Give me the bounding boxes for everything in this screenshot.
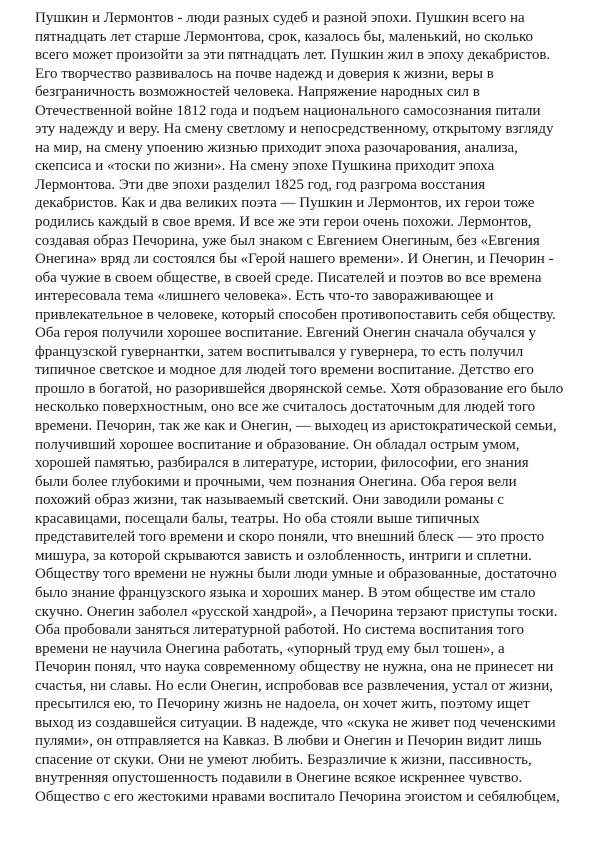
- text-line: красавицами, посещали балы, театры. Но оба стояли выше типичных: [35, 510, 480, 527]
- text-line: родились каждый в свое время. И все же эти герои очень похожи. Лермонтов,: [35, 214, 532, 231]
- text-line: Оба героя получили хорошее воспитание. Евгений Онегин сначала обучался у: [35, 325, 537, 342]
- text-line: Обществу того времени не нужны были люди умные и образованные, достаточно: [35, 566, 557, 583]
- text-line: Оба пробовали заняться литературной работой. Но система воспитания того: [35, 622, 525, 639]
- text-line: Отечественной войне 1812 года и подъем национального самосознания питали: [35, 102, 541, 119]
- text-line: хорошей памятью, разбирался в литературе, истории, философии, его знания: [35, 455, 529, 472]
- text-line: времени. Печорин, так же как и Онегин, — выходец из аристократической семьи,: [35, 418, 557, 435]
- text-line: выход из создавшейся ситуации. В надежде, что «скука не живет под чеченскими: [35, 714, 556, 731]
- text-line: создавая образ Печорина, уже был знаком с Евгением Онегиным, без «Евгения: [35, 232, 540, 249]
- essay-text: [35, 9, 575, 807]
- text-line: Общество с его жестокими нравами воспитало Печорина эгоистом и себялюбцем,: [35, 788, 560, 805]
- text-line: спасение от скуки. Они не умеют любить. Безразличие к жизни, пассивность,: [35, 751, 532, 768]
- text-line: счастья, ни славы. Но если Онегин, испробовав все развлечения, устал от жизни,: [35, 677, 554, 694]
- text-line: безграничность возможностей человека. Напряжение народных сил в: [35, 84, 480, 101]
- text-line: оба чужие в своем обществе, в своей среде. Писателей и поэтов во все времена: [35, 269, 542, 286]
- text-line: пресытился ею, то Печорину жизнь не надоела, он хочет жить, поэтому ищет: [35, 696, 530, 713]
- text-line: несколько поверхностным, оно все же считалось достаточным для людей того: [35, 399, 536, 416]
- text-line: Его творчество развивалось на почве надежд и доверия к жизни, веры в: [35, 65, 494, 82]
- text-line: внутренняя опустошенность подавили в Онегине всякое искреннее чувство.: [35, 770, 523, 787]
- text-line: привлекательное в человеке, который способен противопоставить себя обществу.: [35, 306, 556, 323]
- text-line: времени не научила Онегина работать, «упорный труд ему был тошен», а: [35, 640, 505, 657]
- text-line: пулями», он отправляется на Кавказ. В любви и Онегин и Печорин видит лишь: [35, 733, 542, 750]
- text-line: Лермонтова. Эти две эпохи разделил 1825 год, год разгрома восстания: [35, 176, 486, 193]
- text-line: были более глубокими и прочными, чем познания Онегина. Оба героя вели: [35, 473, 517, 490]
- text-line: французской гувернантки, затем воспитывался у гувернера, то есть получил: [35, 343, 524, 360]
- text-line: на мир, на смену упоению жизнью приходит эпоха разочарования, анализа,: [35, 139, 518, 156]
- text-line: было знание французского языка и хороших манер. В этом обществе им стало: [35, 584, 536, 601]
- text-line: декабристов. Как и два великих поэта — Пушкин и Лермонтов, их герои тоже: [35, 195, 535, 212]
- text-line: мишура, за которой скрываются зависть и озлобленность, интриги и сплетни.: [35, 547, 532, 564]
- text-line: Онегина» вряд ли состоялся бы «Герой нашего времени». И Онегин, и Печорин -: [35, 251, 554, 268]
- text-line: интересовала тема «лишнего человека». Есть что-то завораживающее и: [35, 288, 494, 305]
- text-line: прошло в богатой, но разорившейся дворянской семье. Хотя образование его было: [35, 380, 564, 397]
- text-line: всего может произойти за эти пятнадцать лет. Пушкин жил в эпоху декабристов.: [35, 47, 551, 64]
- text-line: эту надежду и веру. На смену светлому и непосредственному, открытому взгляду: [35, 121, 554, 138]
- text-line: типичное светское и модное для людей того времени воспитание. Детство его: [35, 362, 534, 379]
- text-line: представителей того времени и скоро поняли, что внешний блеск — это просто: [35, 529, 545, 546]
- text-line: похожий образ жизни, так называемый светский. Они заводили романы с: [35, 492, 504, 509]
- text-line: скепсиса и «тоски по жизни». На смену эпохе Пушкина приходит эпоха: [35, 158, 495, 175]
- text-line: получивший хорошее воспитание и образование. Он обладал острым умом,: [35, 436, 520, 453]
- text-line: Пушкин и Лермонтов - люди разных судеб и разной эпохи. Пушкин всего на: [35, 10, 525, 26]
- text-line: Печорин понял, что наука современному обществу не нужна, она не принесет ни: [35, 659, 554, 676]
- text-line: скучно. Онегин заболел «русской хандрой», а Печорина терзают приступы тоски.: [35, 603, 558, 620]
- text-line: пятнадцать лет старше Лермонтова, срок, казалось бы, маленький, но сколько: [35, 28, 533, 45]
